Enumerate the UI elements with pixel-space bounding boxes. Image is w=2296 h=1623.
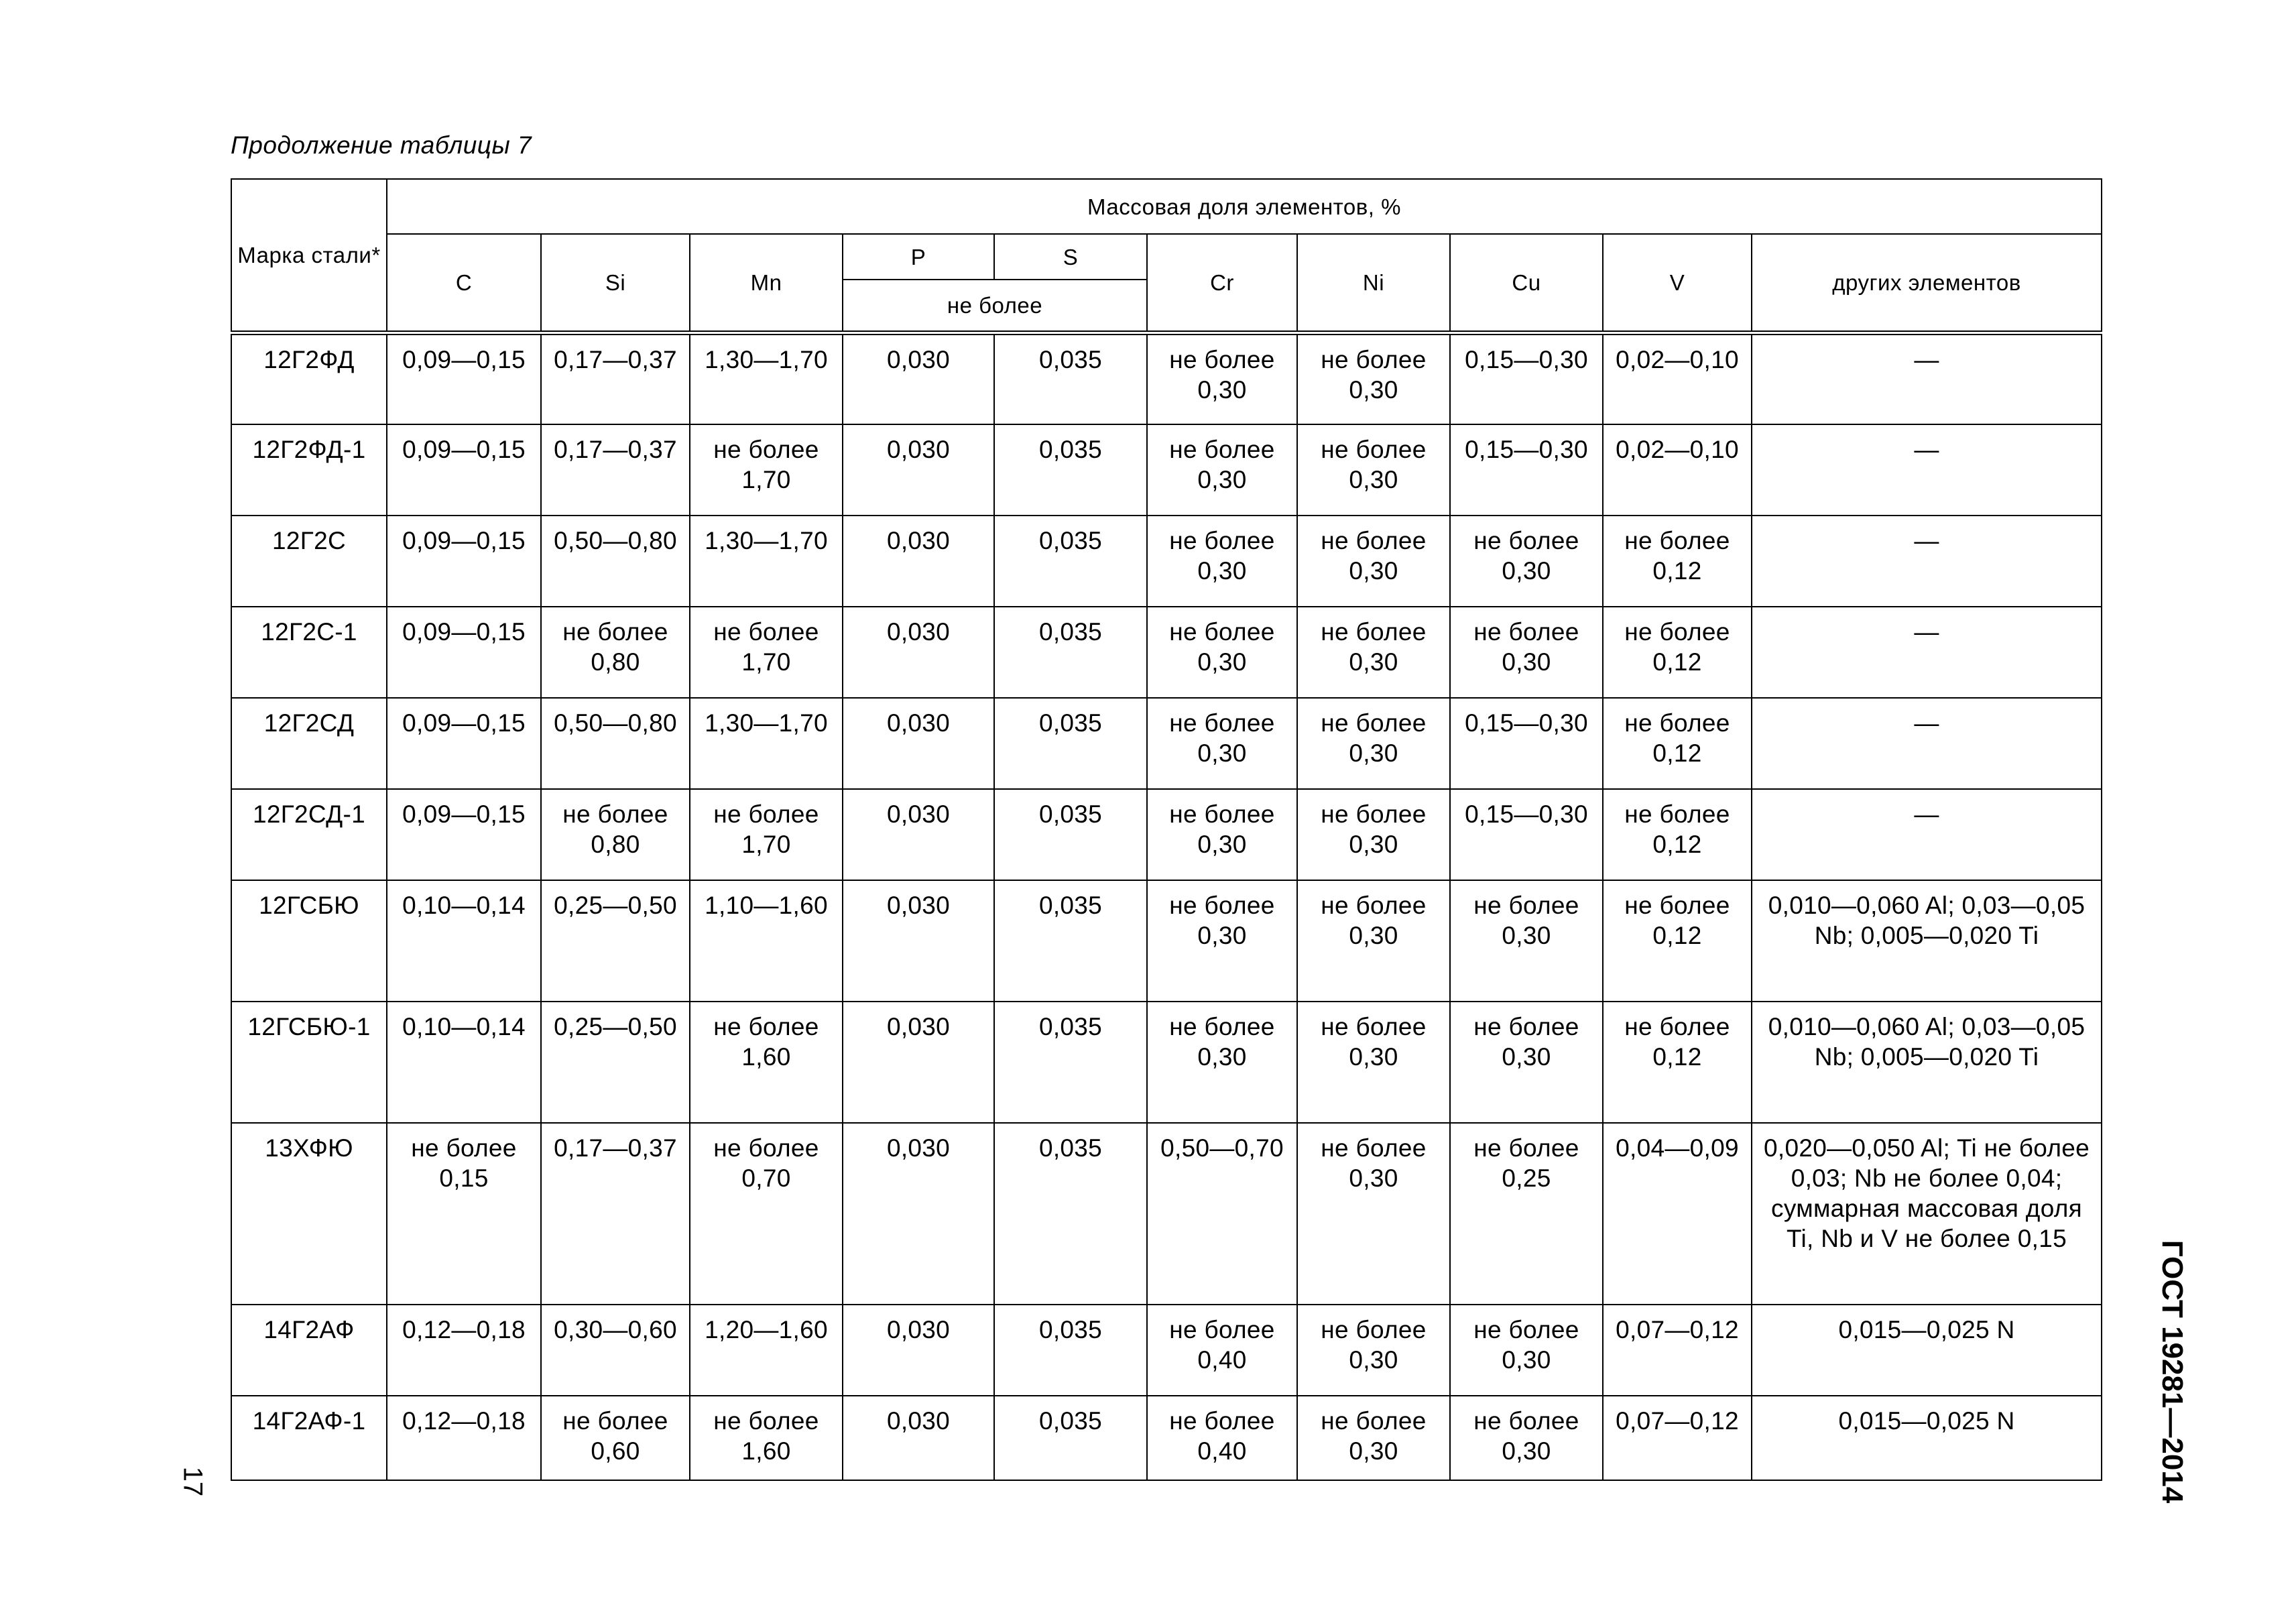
- cell-mn: не более 1,70: [690, 607, 843, 698]
- cell-cu: не более 0,30: [1450, 1002, 1603, 1123]
- cell-grade: 12Г2С-1: [231, 607, 387, 698]
- cell-mn: не более 1,70: [690, 789, 843, 880]
- cell-c: не более 0,15: [387, 1123, 541, 1305]
- table-row: [231, 698, 2102, 789]
- cell-c: 0,12—0,18: [387, 1305, 541, 1396]
- cell-v: не более 0,12: [1603, 1002, 1752, 1123]
- cell-s: 0,035: [994, 1002, 1147, 1123]
- cell-p: 0,030: [843, 333, 994, 424]
- cell-cu: не более 0,30: [1450, 1305, 1603, 1396]
- cell-grade: 14Г2АФ: [231, 1305, 387, 1396]
- cell-ni: не более 0,30: [1297, 424, 1450, 516]
- page-number: 17: [178, 1466, 208, 1497]
- header-grade: Марка стали*: [231, 179, 387, 333]
- cell-si: не более 0,60: [541, 1396, 690, 1480]
- cell-other: —: [1752, 424, 2102, 516]
- cell-cu: не более 0,30: [1450, 1396, 1603, 1480]
- cell-other: 0,015—0,025 N: [1752, 1396, 2102, 1480]
- cell-mn: не более 1,70: [690, 424, 843, 516]
- cell-s: 0,035: [994, 789, 1147, 880]
- cell-grade: 12ГСБЮ: [231, 880, 387, 1002]
- header-cu: Cu: [1450, 234, 1603, 333]
- cell-other: —: [1752, 607, 2102, 698]
- header-mn: Mn: [690, 234, 843, 333]
- cell-v: не более 0,12: [1603, 607, 1752, 698]
- cell-ni: не более 0,30: [1297, 333, 1450, 424]
- header-cr: Cr: [1147, 234, 1297, 333]
- header-other: других элементов: [1752, 234, 2102, 333]
- cell-cr: не более 0,30: [1147, 880, 1297, 1002]
- cell-other: —: [1752, 333, 2102, 424]
- cell-ni: не более 0,30: [1297, 880, 1450, 1002]
- cell-v: 0,04—0,09: [1603, 1123, 1752, 1305]
- cell-mn: не более 1,60: [690, 1002, 843, 1123]
- cell-p: 0,030: [843, 789, 994, 880]
- cell-v: 0,07—0,12: [1603, 1305, 1752, 1396]
- cell-ni: не более 0,30: [1297, 698, 1450, 789]
- header-si: Si: [541, 234, 690, 333]
- cell-grade: 12Г2СД: [231, 698, 387, 789]
- table-row: [231, 1123, 2102, 1305]
- cell-cu: 0,15—0,30: [1450, 789, 1603, 880]
- cell-si: 0,25—0,50: [541, 880, 690, 1002]
- cell-cu: 0,15—0,30: [1450, 698, 1603, 789]
- cell-p: 0,030: [843, 880, 994, 1002]
- cell-other: —: [1752, 789, 2102, 880]
- header-c: C: [387, 234, 541, 333]
- cell-other: 0,020—0,050 Al; Ti не более 0,03; Nb не более 0,04; суммарная массовая доля Ti, Nb и V не более 0,15: [1752, 1123, 2102, 1305]
- cell-cr: не более 0,30: [1147, 789, 1297, 880]
- cell-grade: 12Г2ФД-1: [231, 424, 387, 516]
- cell-s: 0,035: [994, 1305, 1147, 1396]
- cell-mn: 1,30—1,70: [690, 698, 843, 789]
- cell-c: 0,09—0,15: [387, 607, 541, 698]
- cell-c: 0,10—0,14: [387, 880, 541, 1002]
- cell-cr: не более 0,30: [1147, 1002, 1297, 1123]
- cell-v: 0,02—0,10: [1603, 424, 1752, 516]
- cell-s: 0,035: [994, 607, 1147, 698]
- cell-cr: не более 0,30: [1147, 698, 1297, 789]
- cell-si: 0,17—0,37: [541, 424, 690, 516]
- cell-mn: не более 1,60: [690, 1396, 843, 1480]
- cell-p: 0,030: [843, 607, 994, 698]
- cell-cu: 0,15—0,30: [1450, 424, 1603, 516]
- cell-c: 0,12—0,18: [387, 1396, 541, 1480]
- table-caption: Продолжение таблицы 7: [231, 131, 532, 159]
- cell-ni: не более 0,30: [1297, 1305, 1450, 1396]
- cell-other: 0,010—0,060 Al; 0,03—0,05 Nb; 0,005—0,020 Ti: [1752, 880, 2102, 1002]
- header-mass-fraction: Массовая доля элементов, %: [387, 179, 2102, 234]
- cell-p: 0,030: [843, 1123, 994, 1305]
- cell-cr: не более 0,30: [1147, 516, 1297, 607]
- cell-cu: не более 0,30: [1450, 516, 1603, 607]
- cell-p: 0,030: [843, 1396, 994, 1480]
- cell-v: не более 0,12: [1603, 880, 1752, 1002]
- cell-grade: 13ХФЮ: [231, 1123, 387, 1305]
- cell-cr: не более 0,40: [1147, 1396, 1297, 1480]
- cell-s: 0,035: [994, 516, 1147, 607]
- cell-c: 0,09—0,15: [387, 333, 541, 424]
- cell-ni: не более 0,30: [1297, 1002, 1450, 1123]
- cell-v: не более 0,12: [1603, 516, 1752, 607]
- cell-si: 0,25—0,50: [541, 1002, 690, 1123]
- cell-c: 0,09—0,15: [387, 424, 541, 516]
- cell-grade: 12Г2СД-1: [231, 789, 387, 880]
- header-ni: Ni: [1297, 234, 1450, 333]
- cell-p: 0,030: [843, 698, 994, 789]
- cell-cu: не более 0,30: [1450, 607, 1603, 698]
- cell-c: 0,09—0,15: [387, 789, 541, 880]
- standard-designation-box: [2145, 1240, 2199, 1504]
- composition-table: [231, 178, 2102, 1481]
- cell-s: 0,035: [994, 1396, 1147, 1480]
- cell-grade: 12ГСБЮ-1: [231, 1002, 387, 1123]
- cell-cu: не более 0,30: [1450, 880, 1603, 1002]
- cell-si: 0,50—0,80: [541, 516, 690, 607]
- cell-other: —: [1752, 698, 2102, 789]
- header-row-1: [231, 179, 2102, 234]
- cell-mn: 1,30—1,70: [690, 333, 843, 424]
- cell-grade: 12Г2С: [231, 516, 387, 607]
- cell-c: 0,10—0,14: [387, 1002, 541, 1123]
- table-row: [231, 516, 2102, 607]
- cell-ni: не более 0,30: [1297, 516, 1450, 607]
- cell-p: 0,030: [843, 424, 994, 516]
- cell-p: 0,030: [843, 1002, 994, 1123]
- cell-mn: 1,30—1,70: [690, 516, 843, 607]
- cell-grade: 12Г2ФД: [231, 333, 387, 424]
- header-not-more: не более: [843, 280, 1147, 333]
- cell-s: 0,035: [994, 333, 1147, 424]
- cell-ni: не более 0,30: [1297, 607, 1450, 698]
- standard-designation: ГОСТ 19281—2014: [2156, 1240, 2189, 1504]
- cell-cr: 0,50—0,70: [1147, 1123, 1297, 1305]
- cell-cr: не более 0,30: [1147, 424, 1297, 516]
- cell-p: 0,030: [843, 1305, 994, 1396]
- table-row: [231, 1396, 2102, 1480]
- cell-v: не более 0,12: [1603, 698, 1752, 789]
- cell-other: 0,010—0,060 Al; 0,03—0,05 Nb; 0,005—0,020 Ti: [1752, 1002, 2102, 1123]
- cell-cu: не более 0,25: [1450, 1123, 1603, 1305]
- table-row: [231, 1305, 2102, 1396]
- cell-s: 0,035: [994, 1123, 1147, 1305]
- cell-p: 0,030: [843, 516, 994, 607]
- cell-cr: не более 0,40: [1147, 1305, 1297, 1396]
- cell-ni: не более 0,30: [1297, 1123, 1450, 1305]
- table-row: [231, 607, 2102, 698]
- cell-si: 0,30—0,60: [541, 1305, 690, 1396]
- cell-si: 0,17—0,37: [541, 1123, 690, 1305]
- cell-v: 0,07—0,12: [1603, 1396, 1752, 1480]
- cell-other: —: [1752, 516, 2102, 607]
- cell-c: 0,09—0,15: [387, 516, 541, 607]
- cell-mn: не более 0,70: [690, 1123, 843, 1305]
- cell-ni: не более 0,30: [1297, 789, 1450, 880]
- cell-si: 0,50—0,80: [541, 698, 690, 789]
- cell-c: 0,09—0,15: [387, 698, 541, 789]
- cell-si: не более 0,80: [541, 789, 690, 880]
- cell-cr: не более 0,30: [1147, 607, 1297, 698]
- header-p: P: [843, 234, 994, 280]
- cell-ni: не более 0,30: [1297, 1396, 1450, 1480]
- table-row: [231, 424, 2102, 516]
- cell-grade: 14Г2АФ-1: [231, 1396, 387, 1480]
- cell-cr: не более 0,30: [1147, 333, 1297, 424]
- cell-mn: 1,20—1,60: [690, 1305, 843, 1396]
- cell-s: 0,035: [994, 424, 1147, 516]
- page-number-box: [176, 1455, 209, 1508]
- cell-other: 0,015—0,025 N: [1752, 1305, 2102, 1396]
- table-row: [231, 333, 2102, 424]
- cell-v: не более 0,12: [1603, 789, 1752, 880]
- cell-s: 0,035: [994, 698, 1147, 789]
- cell-v: 0,02—0,10: [1603, 333, 1752, 424]
- header-s: S: [994, 234, 1147, 280]
- cell-mn: 1,10—1,60: [690, 880, 843, 1002]
- cell-si: не более 0,80: [541, 607, 690, 698]
- table-row: [231, 1002, 2102, 1123]
- cell-cu: 0,15—0,30: [1450, 333, 1603, 424]
- cell-si: 0,17—0,37: [541, 333, 690, 424]
- header-row-2: [231, 234, 2102, 280]
- table-row: [231, 880, 2102, 1002]
- header-v: V: [1603, 234, 1752, 333]
- cell-s: 0,035: [994, 880, 1147, 1002]
- table-row: [231, 789, 2102, 880]
